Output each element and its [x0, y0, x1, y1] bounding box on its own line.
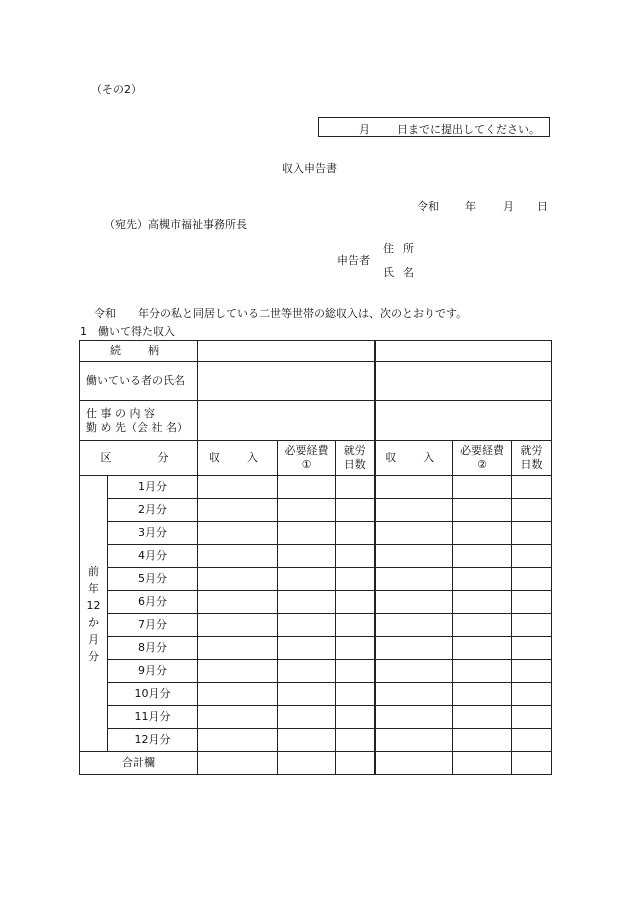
month-income-1-field[interactable]	[198, 522, 278, 545]
month-income-1-field[interactable]	[198, 729, 278, 752]
month-label: 12月分	[108, 729, 198, 752]
month-workdays-2-field[interactable]	[512, 637, 552, 660]
month-label: 10月分	[108, 683, 198, 706]
month-income-2-field[interactable]	[375, 706, 453, 729]
month-workdays-2-field[interactable]	[512, 476, 552, 499]
month-expenses-2-field[interactable]	[453, 522, 512, 545]
month-label: 3月分	[108, 522, 198, 545]
month-income-2-field[interactable]	[375, 637, 453, 660]
month-expenses-2-field[interactable]	[453, 614, 512, 637]
total-income-2-field[interactable]	[375, 752, 453, 775]
month-row	[80, 568, 552, 591]
date-era: 令和	[417, 200, 439, 213]
addressee: （宛先）高槻市福祉事務所長	[104, 218, 247, 231]
job-row	[80, 401, 552, 441]
total-label: 合計欄	[80, 752, 198, 775]
month-workdays-1-field[interactable]	[336, 706, 375, 729]
expenses-header-2	[453, 441, 512, 476]
month-expenses-1-field[interactable]	[278, 499, 336, 522]
month-workdays-2-field[interactable]	[512, 499, 552, 522]
month-row	[80, 729, 552, 752]
relation-label: 続 柄	[80, 341, 198, 362]
date-day-label: 日	[537, 200, 548, 213]
month-row	[80, 499, 552, 522]
deadline-text: 日までに提出してください。	[397, 123, 540, 136]
month-expenses-2-field[interactable]	[453, 568, 512, 591]
month-workdays-1-field[interactable]	[336, 591, 375, 614]
month-income-1-field[interactable]	[198, 614, 278, 637]
month-row	[80, 522, 552, 545]
month-expenses-1-field[interactable]	[278, 614, 336, 637]
month-workdays-1-field[interactable]	[336, 660, 375, 683]
month-income-1-field[interactable]	[198, 545, 278, 568]
month-workdays-1-field[interactable]	[336, 683, 375, 706]
applicant-label: 申告者	[337, 254, 370, 267]
employer-label: 勤 め 先（会 社 名）	[86, 420, 188, 434]
column-header-row	[80, 441, 552, 476]
month-income-1-field[interactable]	[198, 568, 278, 591]
workdays-label-top-2: 就労	[520, 444, 543, 457]
month-label: 4月分	[108, 545, 198, 568]
relation-field-1[interactable]	[198, 341, 375, 362]
deadline-box	[318, 117, 550, 137]
total-workdays-2-field[interactable]	[512, 752, 552, 775]
month-income-1-field[interactable]	[198, 683, 278, 706]
month-income-2-field[interactable]	[375, 568, 453, 591]
worker-name-label: 働いている者の氏名	[80, 362, 198, 401]
month-label: 8月分	[108, 637, 198, 660]
expenses-label-2: 必要経費	[460, 444, 504, 457]
month-expenses-2-field[interactable]	[453, 637, 512, 660]
month-income-1-field[interactable]	[198, 637, 278, 660]
job-field-2[interactable]	[375, 401, 552, 441]
category-header: 区 分	[80, 441, 198, 476]
month-income-2-field[interactable]	[375, 476, 453, 499]
month-row	[80, 476, 552, 499]
period-label-cell	[80, 476, 108, 752]
month-income-2-field[interactable]	[375, 660, 453, 683]
month-row	[80, 660, 552, 683]
month-workdays-1-field[interactable]	[336, 568, 375, 591]
date-month-label: 月	[503, 200, 514, 213]
name-label: 氏名	[383, 266, 423, 279]
total-expenses-1-field[interactable]	[278, 752, 336, 775]
month-expenses-2-field[interactable]	[453, 499, 512, 522]
month-workdays-2-field[interactable]	[512, 591, 552, 614]
month-income-2-field[interactable]	[375, 614, 453, 637]
total-row	[80, 752, 552, 775]
relation-field-2[interactable]	[375, 341, 552, 362]
month-workdays-2-field[interactable]	[512, 614, 552, 637]
job-content-label: 仕 事 の 内 容	[86, 406, 155, 420]
month-expenses-1-field[interactable]	[278, 568, 336, 591]
worker-name-field-1[interactable]	[198, 362, 375, 401]
workdays-header-1	[336, 441, 375, 476]
month-row	[80, 683, 552, 706]
month-income-2-field[interactable]	[375, 591, 453, 614]
declaration-text: 年分の私と同居している二世等世帯の総収入は、次のとおりです。	[138, 307, 468, 320]
income-header-1: 収 入	[198, 441, 278, 476]
month-workdays-2-field[interactable]	[512, 660, 552, 683]
worker-name-row	[80, 362, 552, 401]
document-title: 収入申告書	[282, 162, 337, 175]
workdays-header-2	[512, 441, 552, 476]
month-income-1-field[interactable]	[198, 706, 278, 729]
expenses-label-1: 必要経費	[284, 444, 329, 457]
month-workdays-1-field[interactable]	[336, 499, 375, 522]
month-workdays-2-field[interactable]	[512, 522, 552, 545]
month-label: 11月分	[108, 706, 198, 729]
deadline-month-label: 月	[359, 123, 370, 136]
workdays-label-top-1: 就労	[343, 444, 366, 457]
month-expenses-2-field[interactable]	[453, 545, 512, 568]
date-year-label: 年	[465, 200, 476, 213]
worker-name-field-2[interactable]	[375, 362, 552, 401]
month-workdays-2-field[interactable]	[512, 683, 552, 706]
month-expenses-2-field[interactable]	[453, 706, 512, 729]
workdays-label-bottom-2: 日数	[520, 458, 543, 471]
section-title: 1 働いて得た収入	[80, 325, 175, 338]
address-label: 住所	[383, 242, 423, 255]
total-expenses-2-field[interactable]	[453, 752, 512, 775]
income-table	[79, 340, 552, 775]
month-expenses-2-field[interactable]	[453, 683, 512, 706]
month-expenses-1-field[interactable]	[278, 706, 336, 729]
expenses-mark-1: ①	[301, 458, 312, 471]
month-income-2-field[interactable]	[375, 683, 453, 706]
month-expenses-2-field[interactable]	[453, 660, 512, 683]
month-workdays-1-field[interactable]	[336, 614, 375, 637]
job-employer-label	[80, 401, 198, 441]
month-workdays-2-field[interactable]	[512, 568, 552, 591]
expenses-mark-2: ②	[477, 458, 487, 471]
relation-row	[80, 341, 552, 362]
month-label: 7月分	[108, 614, 198, 637]
month-income-1-field[interactable]	[198, 499, 278, 522]
month-income-2-field[interactable]	[375, 729, 453, 752]
month-label: 1月分	[108, 476, 198, 499]
job-field-1[interactable]	[198, 401, 375, 441]
month-expenses-1-field[interactable]	[278, 476, 336, 499]
month-expenses-2-field[interactable]	[453, 591, 512, 614]
month-label: 2月分	[108, 499, 198, 522]
month-workdays-2-field[interactable]	[512, 729, 552, 752]
income-header-2: 収 入	[375, 441, 453, 476]
month-row	[80, 545, 552, 568]
month-expenses-1-field[interactable]	[278, 591, 336, 614]
declaration-era: 令和	[94, 307, 116, 320]
month-expenses-1-field[interactable]	[278, 545, 336, 568]
month-workdays-2-field[interactable]	[512, 706, 552, 729]
sheet-number: （その2）	[91, 83, 142, 96]
month-row	[80, 614, 552, 637]
month-income-2-field[interactable]	[375, 522, 453, 545]
month-income-2-field[interactable]	[375, 499, 453, 522]
month-income-1-field[interactable]	[198, 476, 278, 499]
expenses-header-1	[278, 441, 336, 476]
month-expenses-1-field[interactable]	[278, 660, 336, 683]
month-expenses-1-field[interactable]	[278, 522, 336, 545]
month-label: 6月分	[108, 591, 198, 614]
month-row	[80, 637, 552, 660]
month-workdays-1-field[interactable]	[336, 545, 375, 568]
total-income-1-field[interactable]	[198, 752, 278, 775]
month-expenses-1-field[interactable]	[278, 637, 336, 660]
month-label: 9月分	[108, 660, 198, 683]
month-workdays-1-field[interactable]	[336, 476, 375, 499]
month-row	[80, 591, 552, 614]
month-expenses-1-field[interactable]	[278, 729, 336, 752]
workdays-label-bottom-1: 日数	[343, 458, 366, 471]
month-workdays-1-field[interactable]	[336, 729, 375, 752]
month-expenses-2-field[interactable]	[453, 476, 512, 499]
month-expenses-1-field[interactable]	[278, 683, 336, 706]
month-row	[80, 706, 552, 729]
month-income-1-field[interactable]	[198, 660, 278, 683]
period-label: 前年12か月分	[86, 564, 101, 663]
month-label: 5月分	[108, 568, 198, 591]
month-workdays-1-field[interactable]	[336, 522, 375, 545]
month-workdays-1-field[interactable]	[336, 637, 375, 660]
month-expenses-2-field[interactable]	[453, 729, 512, 752]
month-workdays-2-field[interactable]	[512, 545, 552, 568]
total-workdays-1-field[interactable]	[336, 752, 375, 775]
month-income-2-field[interactable]	[375, 545, 453, 568]
month-income-1-field[interactable]	[198, 591, 278, 614]
